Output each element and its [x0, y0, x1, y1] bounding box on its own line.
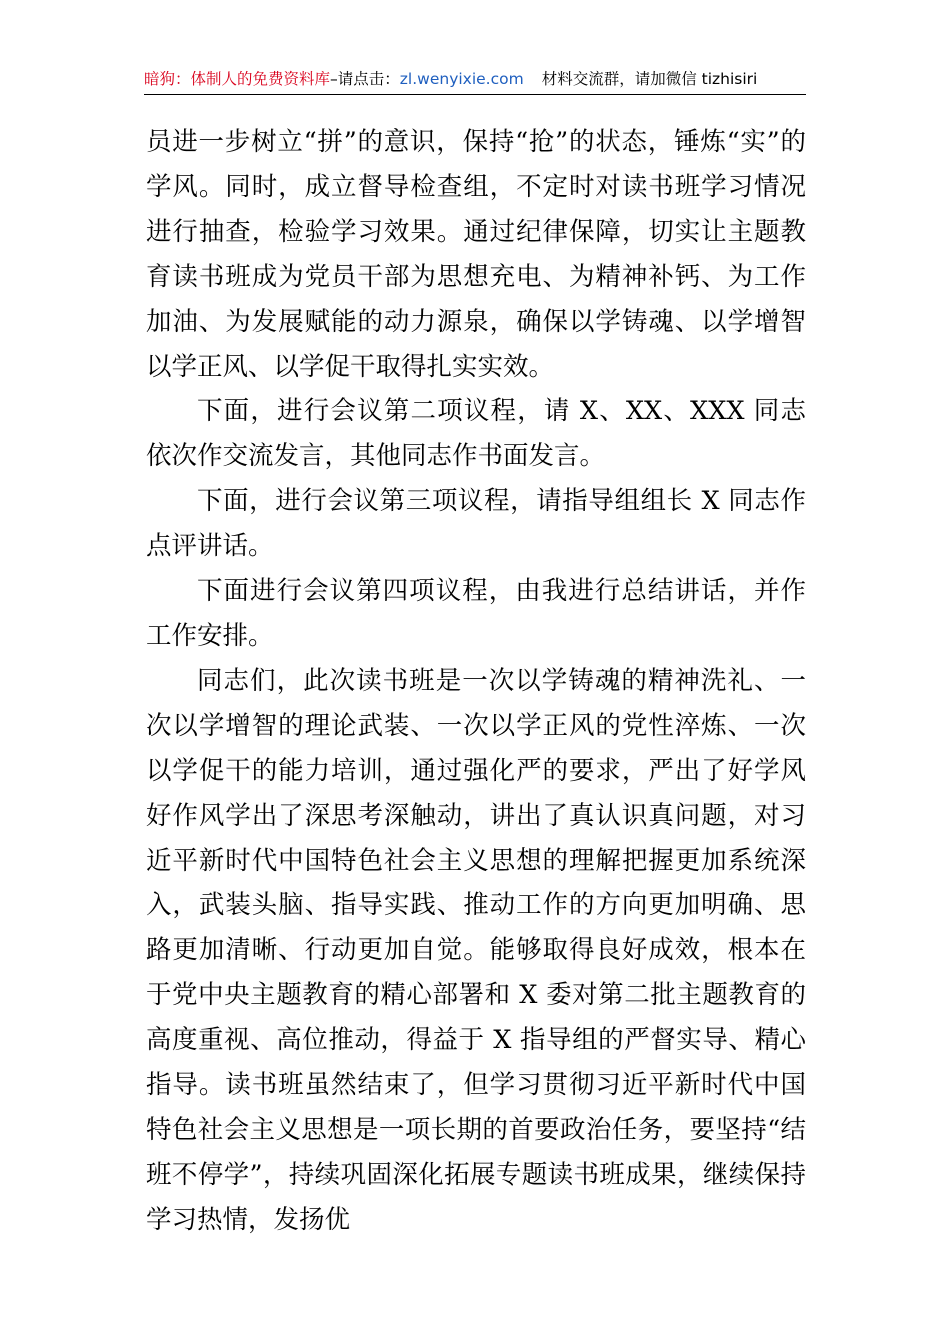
paragraph-2: 下面，进行会议第二项议程，请 X、XX、XXX 同志依次作交流发言，其他同志作书面发言。	[146, 396, 806, 472]
header-contact: 材料交流群，请加微信 tizhisiri	[541, 70, 758, 88]
document-body	[146, 120, 806, 1243]
header-prompt: –请点击：	[330, 70, 400, 88]
paragraph-4: 下面进行会议第四项议程，由我进行总结讲话，并作工作安排。	[146, 576, 806, 651]
paragraph-5: 同志们，此次读书班是一次以学铸魂的精神洗礼、一次以学增智的理论武装、一次以学正风的党性淬炼、一次以学促干的能力培训，通过强化严的要求，严出了好学风好作风学出了深思考深触动，讲出了真认识真问题，对习近平新时代中国特色社会主义思想的理解把握更加系统深入，武装头脑、指导实践、推动工作的方向更加明确、思路更加清晰、行动更加自觉。能够取得良好成效，根本在于党中央主题教育的精心部署和 X 委对第二批主题教育的高度重视、高位推动，得益于 X 指导组的严督实导、精心指导。读书班虽然结束了，但学习贯彻习近平新时代中国特色社会主义思想是一项长期的首要政治任务，要坚持“结班不停学”，持续巩固深化拓展专题读书班成果，继续保持学习热情，发扬优	[146, 665, 806, 1235]
paragraph-3: 下面，进行会议第三项议程，请指导组组长 X 同志作点评讲话。	[146, 486, 806, 562]
paragraph-1: 员进一步树立“拼”的意识，保持“抢”的状态，锤炼“实”的学风。同时，成立督导检查组，不定时对读书班学习情况进行抽查，检验学习效果。通过纪律保障，切实让主题教育读书班成为党员干部为思想充电、为精神补钙、为工作加油、为发展赋能的动力源泉，确保以学铸魂、以学增智以学正风、以学促干取得扎实实效。	[146, 127, 806, 382]
header-url-link[interactable]: zl.wenyixie.com	[399, 70, 524, 88]
page-header	[144, 64, 806, 95]
header-brand: 暗狗：体制人的免费资料库	[144, 70, 331, 88]
